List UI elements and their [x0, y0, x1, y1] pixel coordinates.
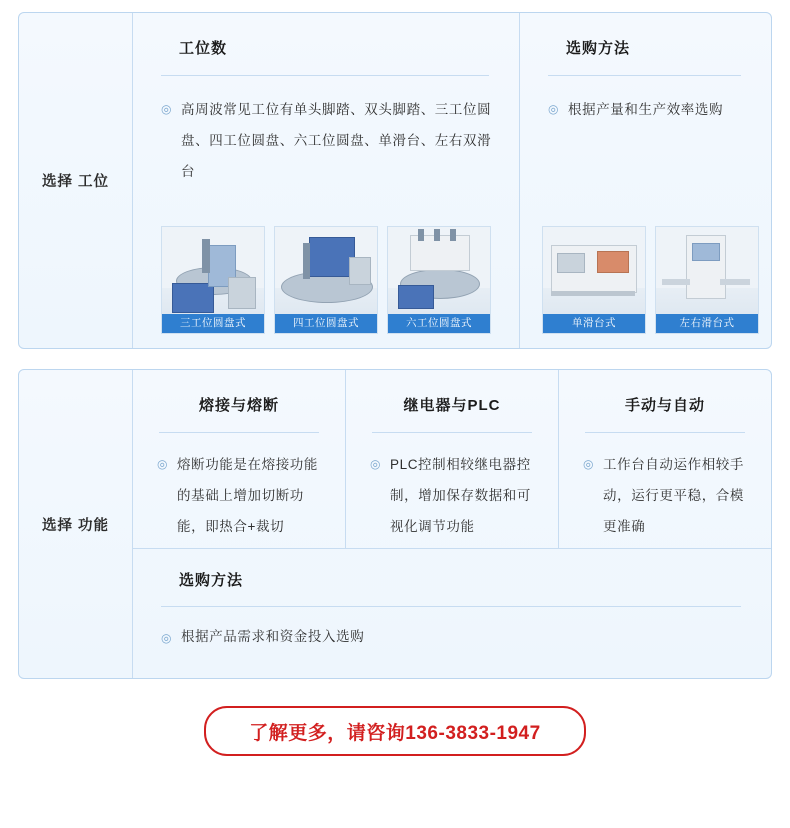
workstation-purchase-column — [520, 13, 771, 348]
function-purchase-block — [133, 548, 771, 678]
contact-cta-button[interactable]: 了解更多，请咨询136-3833-1947 — [204, 706, 586, 756]
thumbnail-caption: 四工位圆盘式 — [275, 314, 377, 333]
bullet-icon: ◎ — [548, 102, 559, 116]
thumbnail-caption: 单滑台式 — [543, 314, 645, 333]
function-column-text: 工作台自动运作相较手动，运行更平稳，合模更准确 — [603, 457, 744, 534]
list-item-text: 高周波常见工位有单头脚踏、双头脚踏、三工位圆盘、四工位圆盘、六工位圆盘、单滑台、左右双滑台 — [181, 102, 492, 179]
function-column-body — [559, 433, 771, 542]
workstation-body — [132, 13, 771, 348]
function-column-auto — [558, 370, 771, 548]
thumbnail-caption: 三工位圆盘式 — [162, 314, 264, 333]
machine-photo-lr-slide — [656, 227, 758, 314]
function-columns — [133, 370, 771, 548]
function-column-welding — [133, 370, 345, 548]
machine-photo-single-slide — [543, 227, 645, 314]
bullet-icon: ◎ — [583, 457, 594, 471]
machine-photo-6station — [388, 227, 490, 314]
function-row-label: 选择 功能 — [41, 517, 110, 534]
thumbnail-caption: 左右滑台式 — [656, 314, 758, 333]
page-root — [0, 12, 790, 828]
function-column-text: PLC控制相较继电器控制，增加保存数据和可视化调节功能 — [390, 457, 531, 534]
function-column-body — [346, 433, 558, 542]
workstation-thumbnail-strip-left — [133, 218, 519, 348]
function-column-title: 手动与自动 — [624, 397, 705, 414]
bullet-icon: ◎ — [370, 457, 381, 471]
workstation-purchase-list — [520, 76, 771, 125]
thumbnail-card[interactable] — [542, 226, 646, 334]
thumbnail-card[interactable] — [161, 226, 265, 334]
function-column-text: 熔断功能是在熔接功能的基础上增加切断功能，即热合+裁切 — [177, 457, 318, 534]
function-purchase-body — [133, 607, 771, 654]
machine-photo-4station — [275, 227, 377, 314]
function-column-plc — [345, 370, 558, 548]
thumbnail-caption: 六工位圆盘式 — [388, 314, 490, 333]
workstation-count-title: 工位数 — [179, 40, 228, 57]
workstation-purchase-title: 选购方法 — [566, 40, 631, 57]
workstation-panel — [18, 12, 772, 349]
bullet-icon: ◎ — [161, 631, 172, 645]
function-column-title: 熔接与熔断 — [198, 397, 279, 414]
function-column-body — [133, 433, 345, 542]
bullet-icon: ◎ — [161, 102, 172, 116]
workstation-count-list — [133, 76, 519, 187]
workstation-count-column — [133, 13, 520, 348]
bullet-icon: ◎ — [157, 457, 168, 471]
machine-photo-3station — [162, 227, 264, 314]
list-item — [161, 94, 493, 187]
function-body — [132, 370, 771, 678]
workstation-row-label: 选择 工位 — [41, 174, 110, 190]
thumbnail-card[interactable] — [274, 226, 378, 334]
thumbnail-card[interactable] — [387, 226, 491, 334]
thumbnail-card[interactable] — [655, 226, 759, 334]
cta-area — [18, 706, 772, 756]
list-item-text: 根据产量和生产效率选购 — [568, 102, 724, 117]
function-purchase-title: 选购方法 — [179, 572, 244, 589]
function-column-title: 继电器与PLC — [403, 397, 501, 414]
function-panel — [18, 369, 772, 679]
function-purchase-text: 根据产品需求和资金投入选购 — [181, 629, 365, 644]
list-item — [548, 94, 745, 125]
workstation-thumbnail-strip-right — [520, 218, 771, 348]
